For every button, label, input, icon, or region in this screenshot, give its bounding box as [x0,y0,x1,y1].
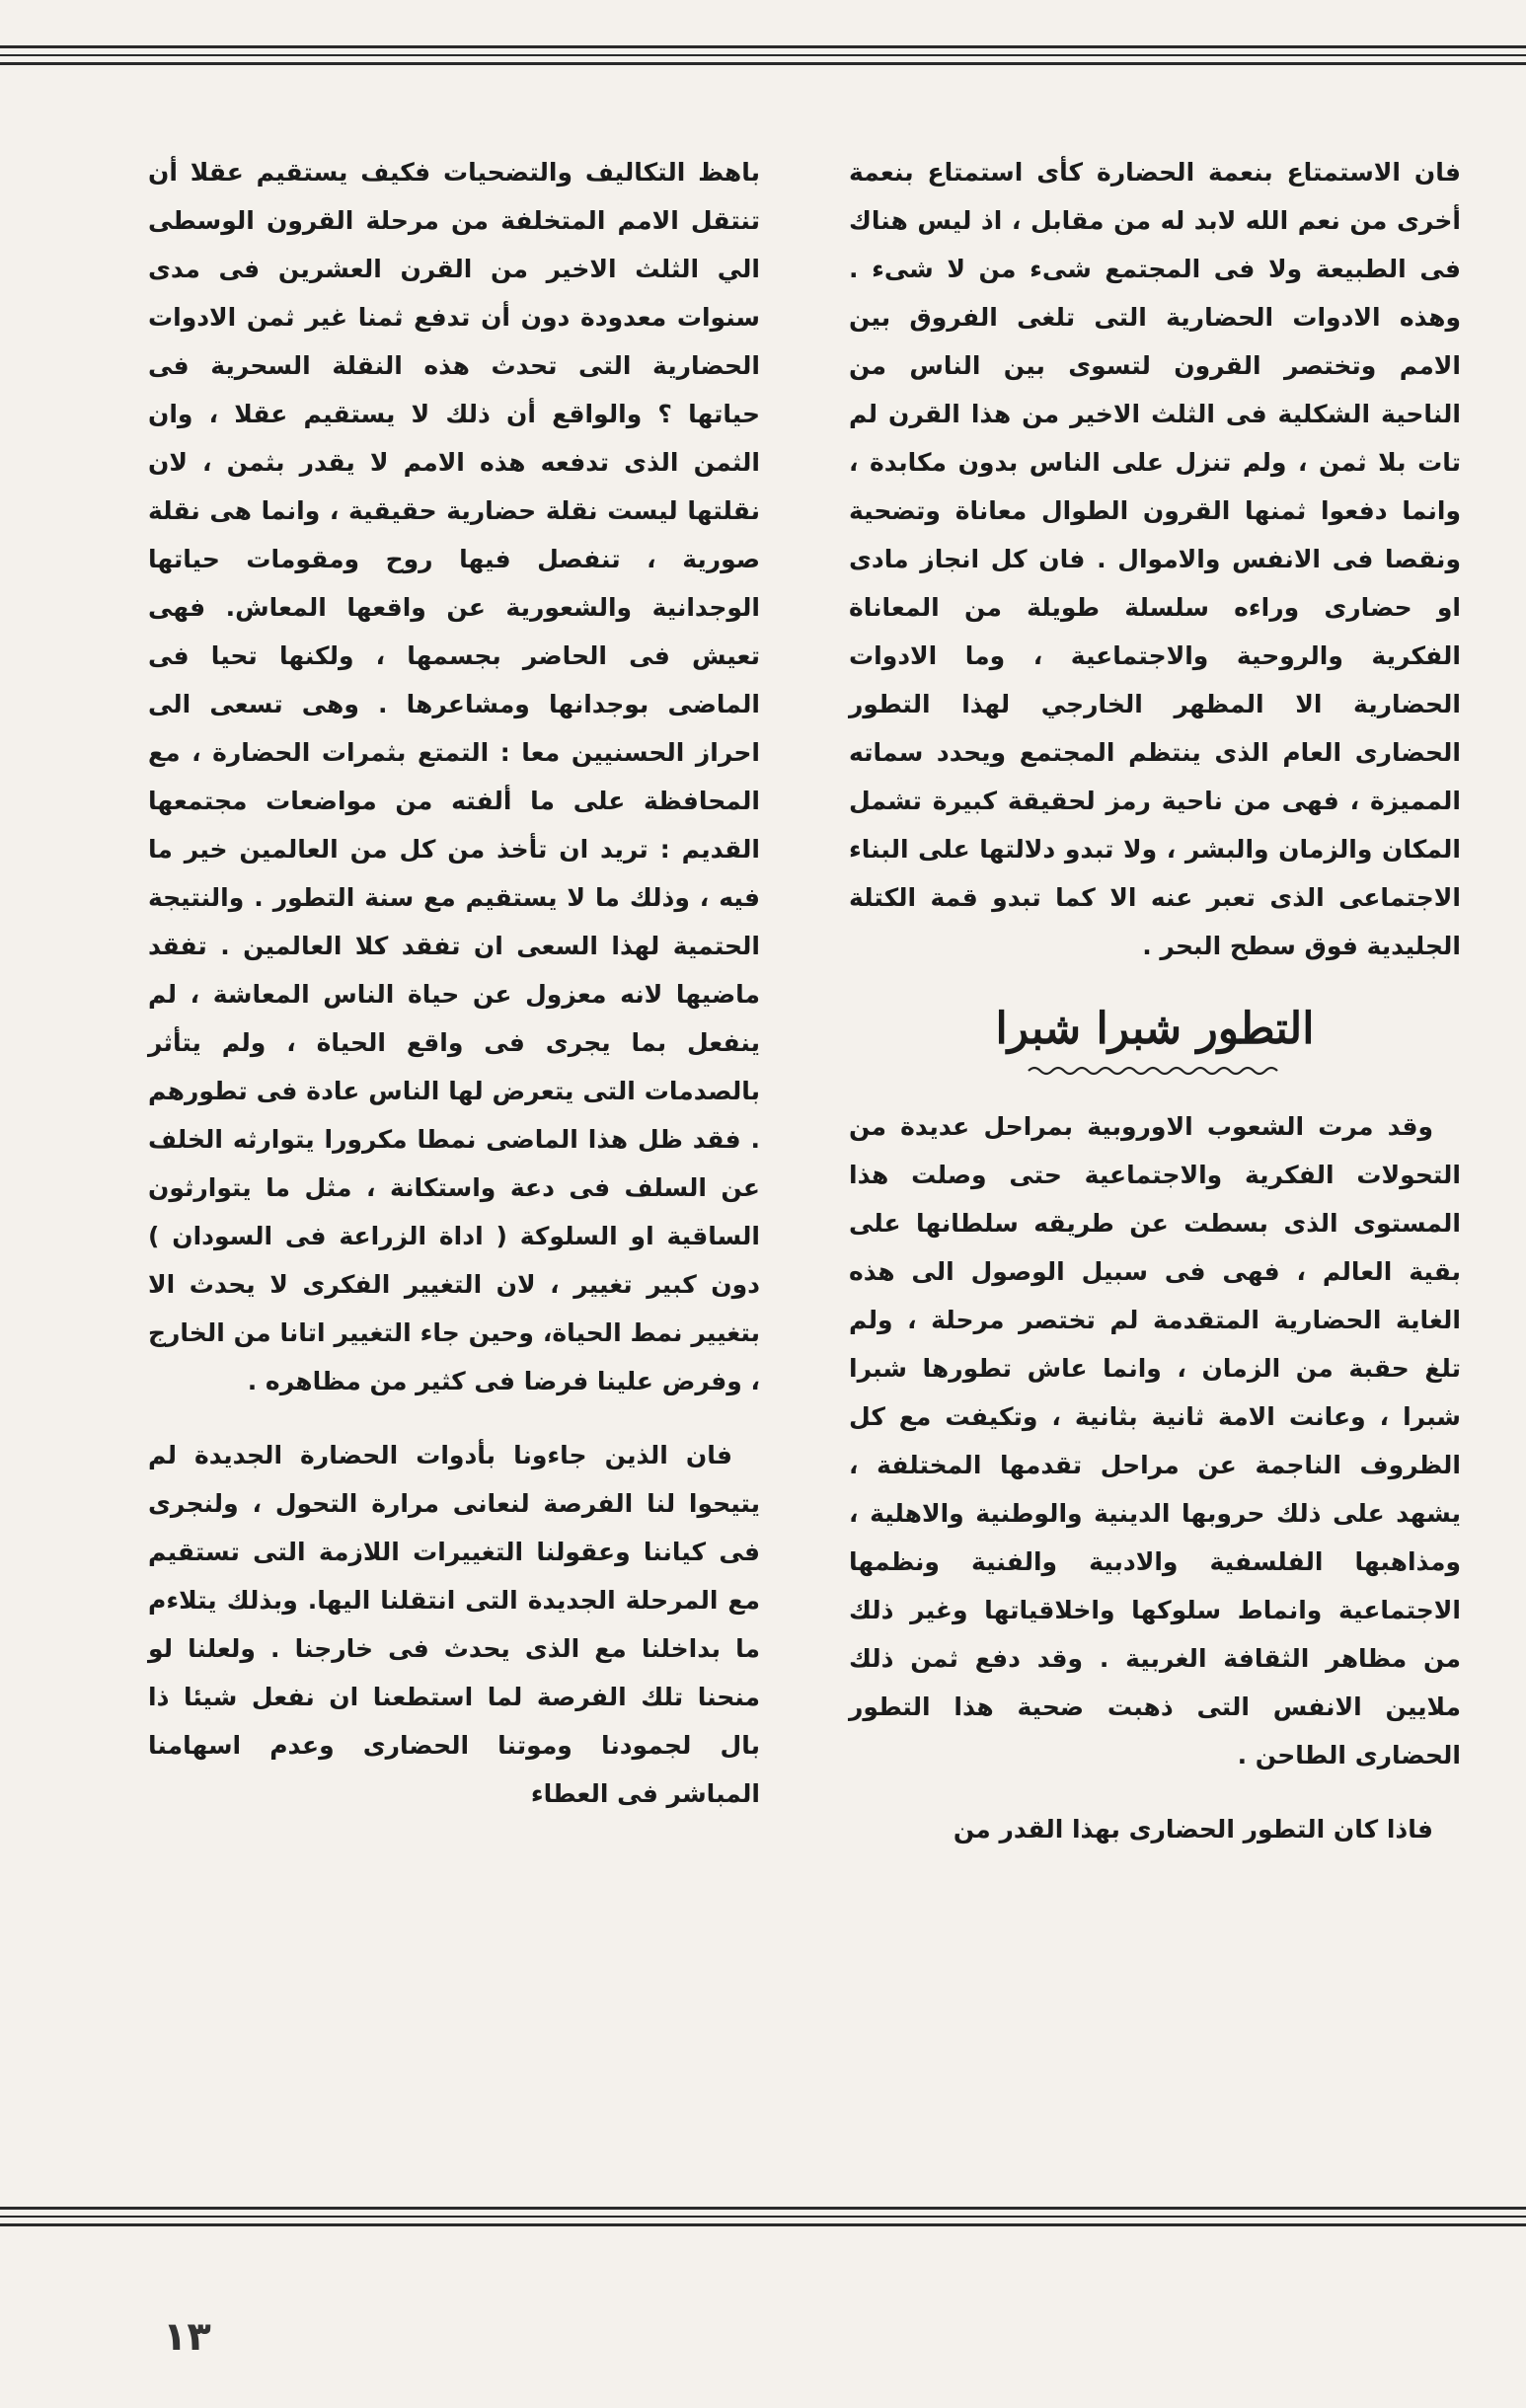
section-heading-wrap [849,1000,1461,1079]
top-border [0,45,1526,71]
paragraph: فان الاستمتاع بنعمة الحضارة كأى استمتاع بنعمة أخرى من نعم الله لابد له من مقابل ، اذ ليس هناك فى الطبيعة ولا فى المجتمع شىء من لا شىء . وهذه الادوات الحضارية التى تلغى الفروق بين الامم وتختصر القرون لتسوى بين الناس من الناحية الشكلية فى الثلث الاخير من هذا القرن لم تات بلا ثمن ، ولم تنزل على الناس بدون مكابدة ، وانما دفعوا ثمنها القرون الطوال معاناة وتضحية ونقصا فى الانفس والاموال . فان كل انجاز مادى او حضارى وراءه سلسلة طويلة من المعاناة الفكرية والروحية والاجتماعية ، وما الادوات الحضارية الا المظهر الخارجي لهذا التطور الحضارى العام الذى ينتظم المجتمع ويحدد سماته المميزة ، فهى من ناحية رمز لحقيقة كبيرة تشمل المكان والزمان والبشر ، ولا تبدو دلالتها على البناء الاجتماعى الذى تعبر عنه الا كما تبدو قمة الكتلة الجليدية فوق سطح البحر . [849,158,1461,960]
right-column [849,148,1461,2181]
heading-underline-ornament [1027,1063,1283,1079]
paragraph: فاذا كان التطور الحضارى بهذا القدر من [953,1815,1433,1844]
paragraph: فان الذين جاءونا بأدوات الحضارة الجديدة لم يتيحوا لنا الفرصة لنعانى مرارة التحول ، ولنجرى فى كياننا وعقولنا التغييرات اللازمة التى تستقيم مع المرحلة الجديدة التى انتقلنا اليها. وبذلك يتلاءم ما بداخلنا مع الذى يحدث فى خارجنا . ولعلنا لو منحنا تلك الفرصة لما استطعنا ان نفعل شيئا ذا بال لجمودنا وموتنا الحضارى وعدم اسهامنا المباشر فى العطاء [148,1441,760,1808]
left-column [148,148,760,2181]
article-body [148,148,1461,2181]
paragraph: باهظ التكاليف والتضحيات فكيف يستقيم عقلا أن تنتقل الامم المتخلفة من مرحلة القرون الوسطى الي الثلث الاخير من القرن العشرين فى مدى سنوات معدودة دون أن تدفع ثمنا غير ثمن الادوات الحضارية التى تحدث هذه النقلة السحرية فى حياتها ؟ والواقع أن ذلك لا يستقيم عقلا ، وان الثمن الذى تدفعه هذه الامم لا يقدر بثمن ، لان نقلتها ليست نقلة حضارية حقيقية ، وانما هى نقلة صورية ، تنفصل فيها روح ومقومات حياتها الوجدانية والشعورية عن واقعها المعاش. فهى تعيش فى الحاضر بجسمها ، ولكنها تحيا فى الماضى بوجدانها ومشاعرها . وهى تسعى الى احراز الحسنيين معا : التمتع بثمرات الحضارة ، مع المحافظة على ما ألفته من مواضعات مجتمعها القديم : تريد ان تأخذ من كل من العالمين خير ما فيه ، وذلك ما لا يستقيم مع سنة التطور . والنتيجة الحتمية لهذا السعى ان تفقد كلا العالمين . تفقد ماضيها لانه معزول عن حياة الناس المعاشة ، لم ينفعل بما يجرى فى واقع الحياة ، ولم يتأثر بالصدمات التى يتعرض لها الناس عادة فى تطورهم . فقد ظل هذا الماضى نمطا مكرورا يتوارثه الخلف عن السلف فى دعة واستكانة ، مثل ما يتوارثون الساقية او السلوكة ( اداة الزراعة فى السودان ) دون كبير تغيير ، لان التغيير الفكرى لا يحدث الا بتغيير نمط الحياة، وحين جاء التغيير اتانا من الخارج ، وفرض علينا فرضا فى كثير من مظاهره . [148,158,760,1395]
paragraph: وقد مرت الشعوب الاوروبية بمراحل عديدة من التحولات الفكرية والاجتماعية حتى وصلت هذا المستوى الذى بسطت عن طريقه سلطانها على بقية العالم ، فهى فى سبيل الوصول الى هذه الغاية الحضارية المتقدمة لم تختصر مرحلة ، ولم تلغ حقبة من الزمان ، وانما عاش تطورها شبرا شبرا ، وعانت الامة ثانية بثانية ، وتكيفت مع كل الظروف الناجمة عن مراحل تقدمها المختلفة ، يشهد على ذلك حروبها الدينية والوطنية والاهلية ، ومذاهبها الفلسفية والادبية والفنية ونظمها الاجتماعية وانماط سلوكها واخلاقياتها وغير ذلك من مظاهر الثقافة الغربية . وقد دفع ثمن ذلك ملايين الانفس التى ذهبت ضحية هذا التطور الحضارى الطاحن . [849,1112,1461,1769]
page-number: ١٣ [163,2314,211,2360]
section-heading: التطور شبرا شبرا [995,1004,1315,1054]
bottom-border [0,2207,1526,2232]
